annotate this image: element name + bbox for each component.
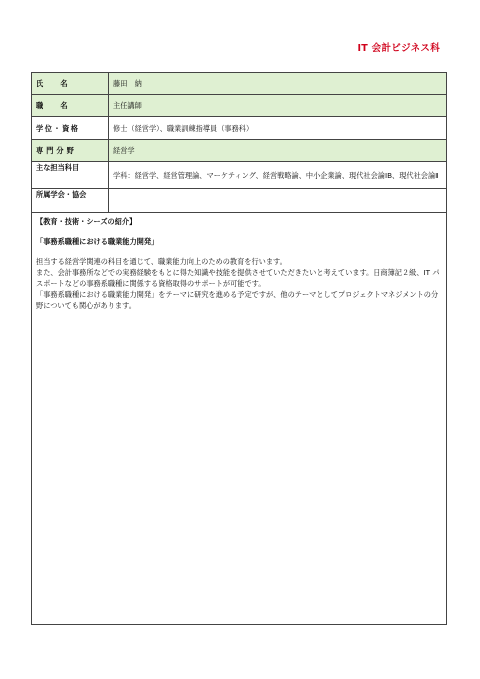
profile-table [32, 73, 446, 213]
specialty-label: 専門分野 [32, 140, 109, 162]
name-value: 藤田 納 [109, 73, 447, 95]
societies-label: 所属学会・協会 [32, 189, 109, 213]
subjects-label: 主な担当科目 [32, 162, 109, 189]
title-label: 職 名 [32, 95, 109, 117]
row-specialty [32, 140, 446, 162]
name-label: 氏 名 [32, 73, 109, 95]
department-name: IT 会計ビジネス科 [357, 43, 440, 54]
row-name [32, 73, 446, 95]
introduction-section [32, 213, 446, 314]
intro-heading: 【教育・技術・シーズの紹介】 [36, 217, 137, 226]
row-societies [32, 189, 446, 213]
subjects-value: 学科：経営学、経営管理論、マーケティング、経営戦略論、中小企業論、現代社会論ⅠB、現代社会論Ⅱ [109, 162, 447, 189]
degree-label: 学位・資格 [32, 117, 109, 140]
title-value: 主任講師 [109, 95, 447, 117]
intro-subheading: 「事務系職種における職業能力開発」 [36, 237, 159, 246]
societies-value [109, 189, 447, 213]
row-degree [32, 117, 446, 140]
intro-paragraph: また、会計事務所などでの実務経験をもとに得た知識や技能を提供させていただきたいと考えています。日商簿記２級、IT パスポートなどの事務系職種に関係する資格取得のサポートが可能です。 [36, 268, 440, 288]
intro-paragraph: 担当する経営学関連の科目を通じて、職業能力向上のための教育を行います。 [36, 257, 287, 266]
row-subjects [32, 162, 446, 189]
row-title [32, 95, 446, 117]
specialty-value: 経営学 [109, 140, 447, 162]
degree-value: 修士（経営学）、職業訓練指導員（事務科） [109, 117, 447, 140]
intro-paragraph: 「事務系職種における職業能力開発」をテーマに研究を進める予定ですが、他のテーマとしてプロジェクトマネジメントの分野についても関心があります。 [36, 290, 439, 310]
profile-sheet [31, 72, 447, 625]
